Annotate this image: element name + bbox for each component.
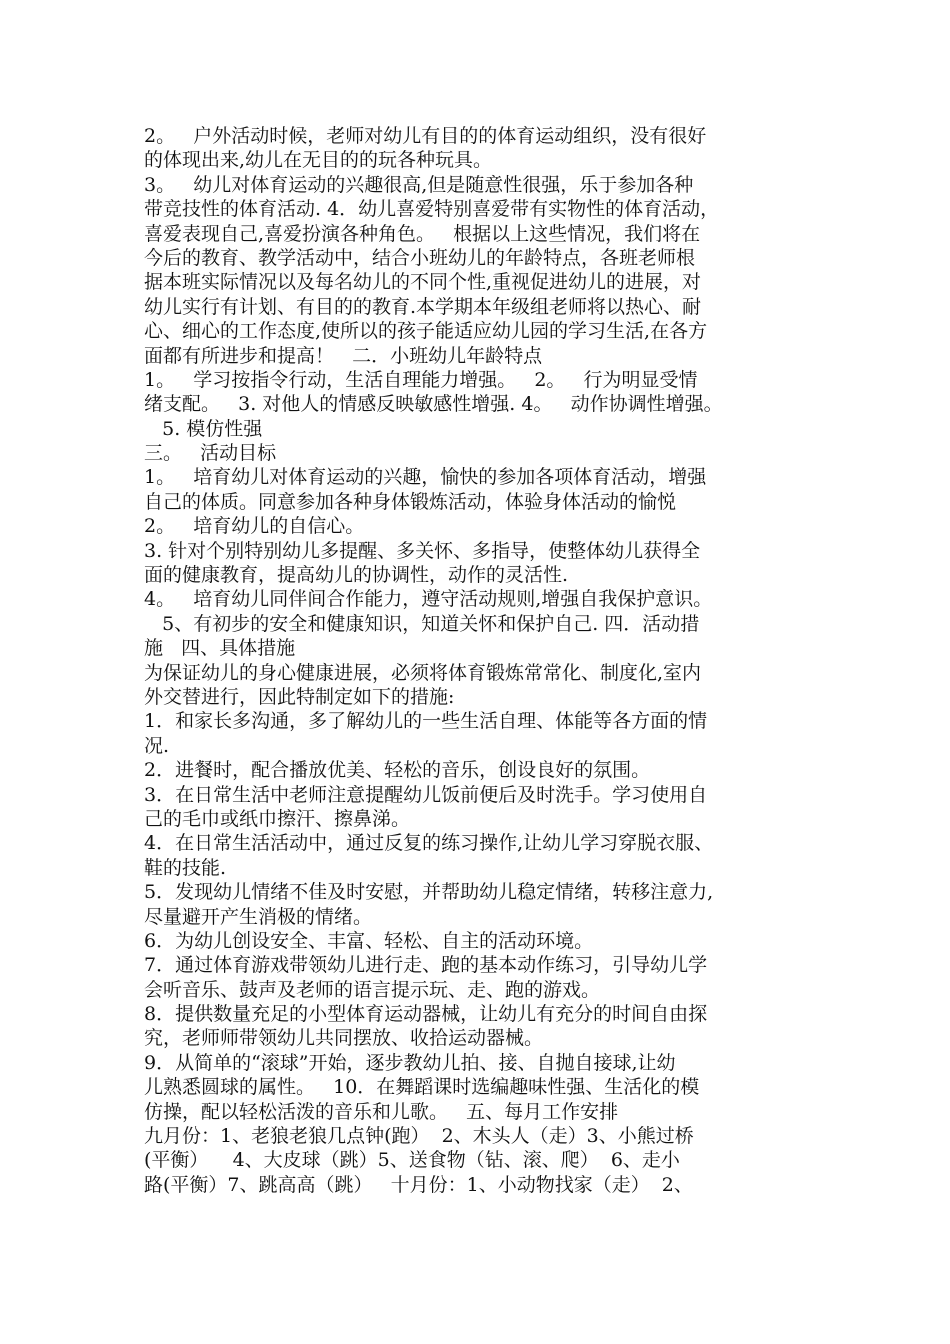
text-line: 1。 学习按指令行动，生活自理能力增强。 2。 行为明显受情	[144, 368, 698, 391]
text-line: 2．进餐时，配合播放优美、轻松的音乐，创设良好的氛围。	[144, 759, 651, 782]
text-line: 3．在日常生活中老师注意提醒幼儿饭前便后及时洗手。学习使用自	[144, 783, 708, 806]
text-line: 况.	[144, 734, 170, 757]
text-line: 7．通过体育游戏带领幼儿进行走、跑的基本动作练习，引导幼儿学	[144, 954, 708, 977]
text-line: 心、细心的工作态度,使所以的孩子能适应幼儿园的学习生活,在各方	[144, 320, 708, 343]
text-line: 1．和家长多沟通，多了解幼儿的一些生活自理、体能等各方面的情	[144, 710, 708, 733]
text-line: 5. 模仿性强	[144, 417, 263, 440]
text-line: 绪支配。 3. 对他人的情感反映敏感性增强. 4。 动作协调性增强。	[144, 393, 723, 416]
text-line: 幼儿实行有计划、有目的的教育.本学期本年级组老师将以热心、耐	[144, 295, 702, 318]
text-line: 9．从简单的“滚球”开始，逐步教幼儿拍、接、自抛自接球,让幼	[144, 1051, 676, 1074]
text-line: 喜爱表现自己,喜爱扮演各种角色。 根据以上这些情况，我们将在	[144, 222, 701, 245]
text-line: 己的毛巾或纸巾擦汗、擦鼻涕。	[144, 807, 411, 830]
text-line: 4。 培育幼儿同伴间合作能力，遵守活动规则,增强自我保护意识。	[144, 588, 713, 611]
text-line: 九月份：1、老狼老狼几点钟(跑） 2、木头人（走）3、小熊过桥	[144, 1125, 694, 1148]
text-line: 路(平衡）7、跳高高（跳） 十月份：1、小动物找家（走） 2、	[144, 1173, 693, 1196]
text-line: 1。 培育幼儿对体育运动的兴趣，愉快的参加各项体育活动，增强	[144, 466, 707, 489]
text-line: 带竞技性的体育活动. 4．幼儿喜爱特别喜爱带有实物性的体育活动，	[144, 198, 720, 221]
text-line: 三。 活动目标	[144, 442, 277, 465]
text-line: 儿熟悉圆球的属性。 10．在舞蹈课时选编趣味性强、生活化的模	[144, 1076, 700, 1099]
text-line: 4．在日常生活活动中，通过反复的练习操作,让幼儿学习穿脱衣服、	[144, 832, 714, 855]
text-line: 鞋的技能.	[144, 856, 227, 879]
text-line: 8．提供数量充足的小型体育运动器械，让幼儿有充分的时间自由探	[144, 1003, 708, 1026]
text-line: 3. 针对个别特别幼儿多提醒、多关怀、多指导，使整体幼儿获得全	[144, 539, 701, 562]
text-line: 2。 户外活动时候，老师对幼儿有目的的体育运动组织，没有很好	[144, 125, 707, 147]
text-line: 为保证幼儿的身心健康进展，必须将体育锻炼常常化、制度化,室内	[144, 661, 702, 684]
text-line: 尽量避开产生消极的情绪。	[144, 905, 373, 928]
text-line: 外交替进行，因此特制定如下的措施:	[144, 685, 455, 708]
text-line: 仿操，配以轻松活泼的音乐和儿歌。 五、每月工作安排	[144, 1100, 619, 1123]
text-line: 5．发现幼儿情绪不佳及时安慰，并帮助幼儿稳定情绪，转移注意力,	[144, 881, 714, 904]
text-line: 据本班实际情况以及每名幼儿的不同个性,重视促进幼儿的进展，对	[144, 271, 702, 294]
text-line: 的体现出来,幼儿在无目的的玩各种玩具。	[144, 149, 493, 172]
text-line: 今后的教育、教学活动中，结合小班幼儿的年龄特点，各班老师根	[144, 246, 696, 269]
text-line: 3。 幼儿对体育运动的兴趣很高,但是随意性很强，乐于参加各种	[144, 173, 694, 196]
text-line: 5、有初步的安全和健康知识，知道关怀和保护自己. 四．活动措	[144, 612, 700, 635]
text-line: 2。 培育幼儿的自信心。	[144, 515, 365, 538]
text-line: 施 四、具体措施	[144, 637, 296, 660]
text-line: 面的健康教育，提高幼儿的协调性，动作的灵活性.	[144, 564, 569, 587]
document-body	[144, 124, 824, 1197]
text-line: 6．为幼儿创设安全、丰富、轻松、自主的活动环境。	[144, 929, 594, 952]
text-line: (平衡） 4、大皮球（跳）5、送食物（钻、滚、爬） 6、走小	[144, 1149, 680, 1172]
text-line: 面都有所进步和提高！ 二．小班幼儿年龄特点	[144, 344, 543, 367]
text-line: 会听音乐、鼓声及老师的语言提示玩、走、跑的游戏。	[144, 978, 601, 1001]
text-line: 自己的体质。同意参加各种身体锻炼活动，体验身体活动的愉悦	[144, 490, 677, 513]
text-line: 究，老师师带领幼儿共同摆放、收拾运动器械。	[144, 1027, 544, 1050]
